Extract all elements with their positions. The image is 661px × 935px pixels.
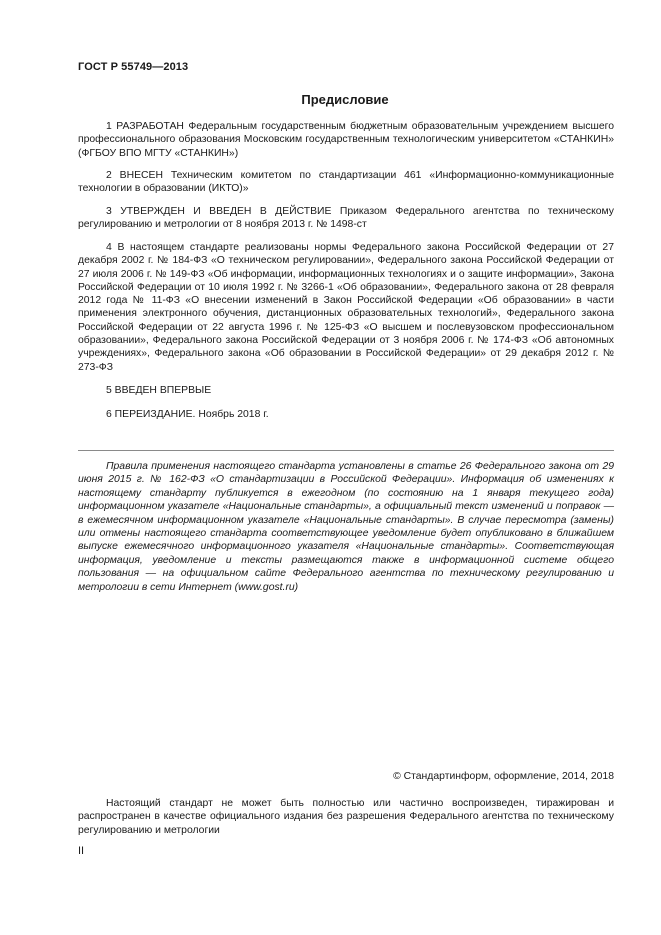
page-number: II <box>78 845 85 857</box>
paragraph-introduced: 5 ВВЕДЕН ВПЕРВЫЕ <box>106 385 212 396</box>
copyright-line: © Стандартинформ, оформление, 2014, 2018 <box>393 771 614 782</box>
standard-rules-notice: Правила применения настоящего стандарта установлены в статье 26 Федерального закона от 29 июня 2015 г. № 162-ФЗ «О стандартизации в Российской Федерации». Информация об изменениях к настоящему стандарту публикуется в ежегодном (по состоянию на 1 января текущего года) информационном указателе «Национальные стандарты», а официальный текст изменений и поправок — в ежемесячном информационном указателе «Национальные стандарты». В случае пересмотра (замены) или отмены настоящего стандарта соответствующее уведомление будет опубликовано в ближайшем выпуске ежемесячного информационного указателя «Национальные стандарты». Соответствующая информация, уведомление и тексты размещаются также в информационной системе общего пользования — на официальном сайте Федерального агентства по техническому регулированию и метрологии в сети Интернет (www.gost.ru) <box>78 461 614 593</box>
paragraph-developed: 1 РАЗРАБОТАН Федеральным государственным бюджетным образовательным учреждением высшего профессионального образования Московским государственным технологическим университетом «СТАНКИН» (ФГБОУ ВПО МГТУ «СТАНКИН») <box>78 121 614 159</box>
standard-number: ГОСТ Р 55749—2013 <box>78 61 189 73</box>
paragraph-laws: 4 В настоящем стандарте реализованы нормы Федерального закона Российской Федерации от 27 декабря 2002 г. № 184-ФЗ «О техническом регулировании», Федерального закона Российской Федерации от 27 июля 2006 г. № 149-ФЗ «Об информации, информационных технологиях и о защите информации», Закона Российской Федерации от 10 июля 1992 г. № 3266-1 «Об образовании», Федерального закона от 28 февраля 2012 года № 11-ФЗ «О внесении изменений в Закон Российской Федерации «Об образовании» в части применения электронного обучения, дистанционных образовательных технологий», Федерального закона Российской Федерации от 22 августа 1996 г. № 125-ФЗ «О высшем и послевузовском профессиональном образовании», Федерального закона Российской Федерации от 3 ноября 2006 г. № 174-ФЗ «Об автономных учреждениях», Федерального закона «Об образовании в Российской Федерации» от 29 декабря 2012 г. № 273-ФЗ <box>78 242 614 373</box>
reprint-restriction-notice: Настоящий стандарт не может быть полностью или частично воспроизведен, тиражирован и распространен в качестве официального издания без разрешения Федерального агентства по техническому регулированию и метрологии <box>78 798 614 836</box>
page-title: Предисловие <box>301 92 389 107</box>
paragraph-reissue: 6 ПЕРЕИЗДАНИЕ. Ноябрь 2018 г. <box>106 409 269 420</box>
paragraph-submitted: 2 ВНЕСЕН Техническим комитетом по стандартизации 461 «Информационно-коммуникационные технологии в образовании (ИКТО)» <box>78 170 614 195</box>
notice-divider <box>78 450 614 451</box>
paragraph-approved: 3 УТВЕРЖДЕН И ВВЕДЕН В ДЕЙСТВИЕ Приказом Федерального агентства по техническому регулированию и метрологии от 8 ноября 2013 г. № 1498-ст <box>78 206 614 231</box>
